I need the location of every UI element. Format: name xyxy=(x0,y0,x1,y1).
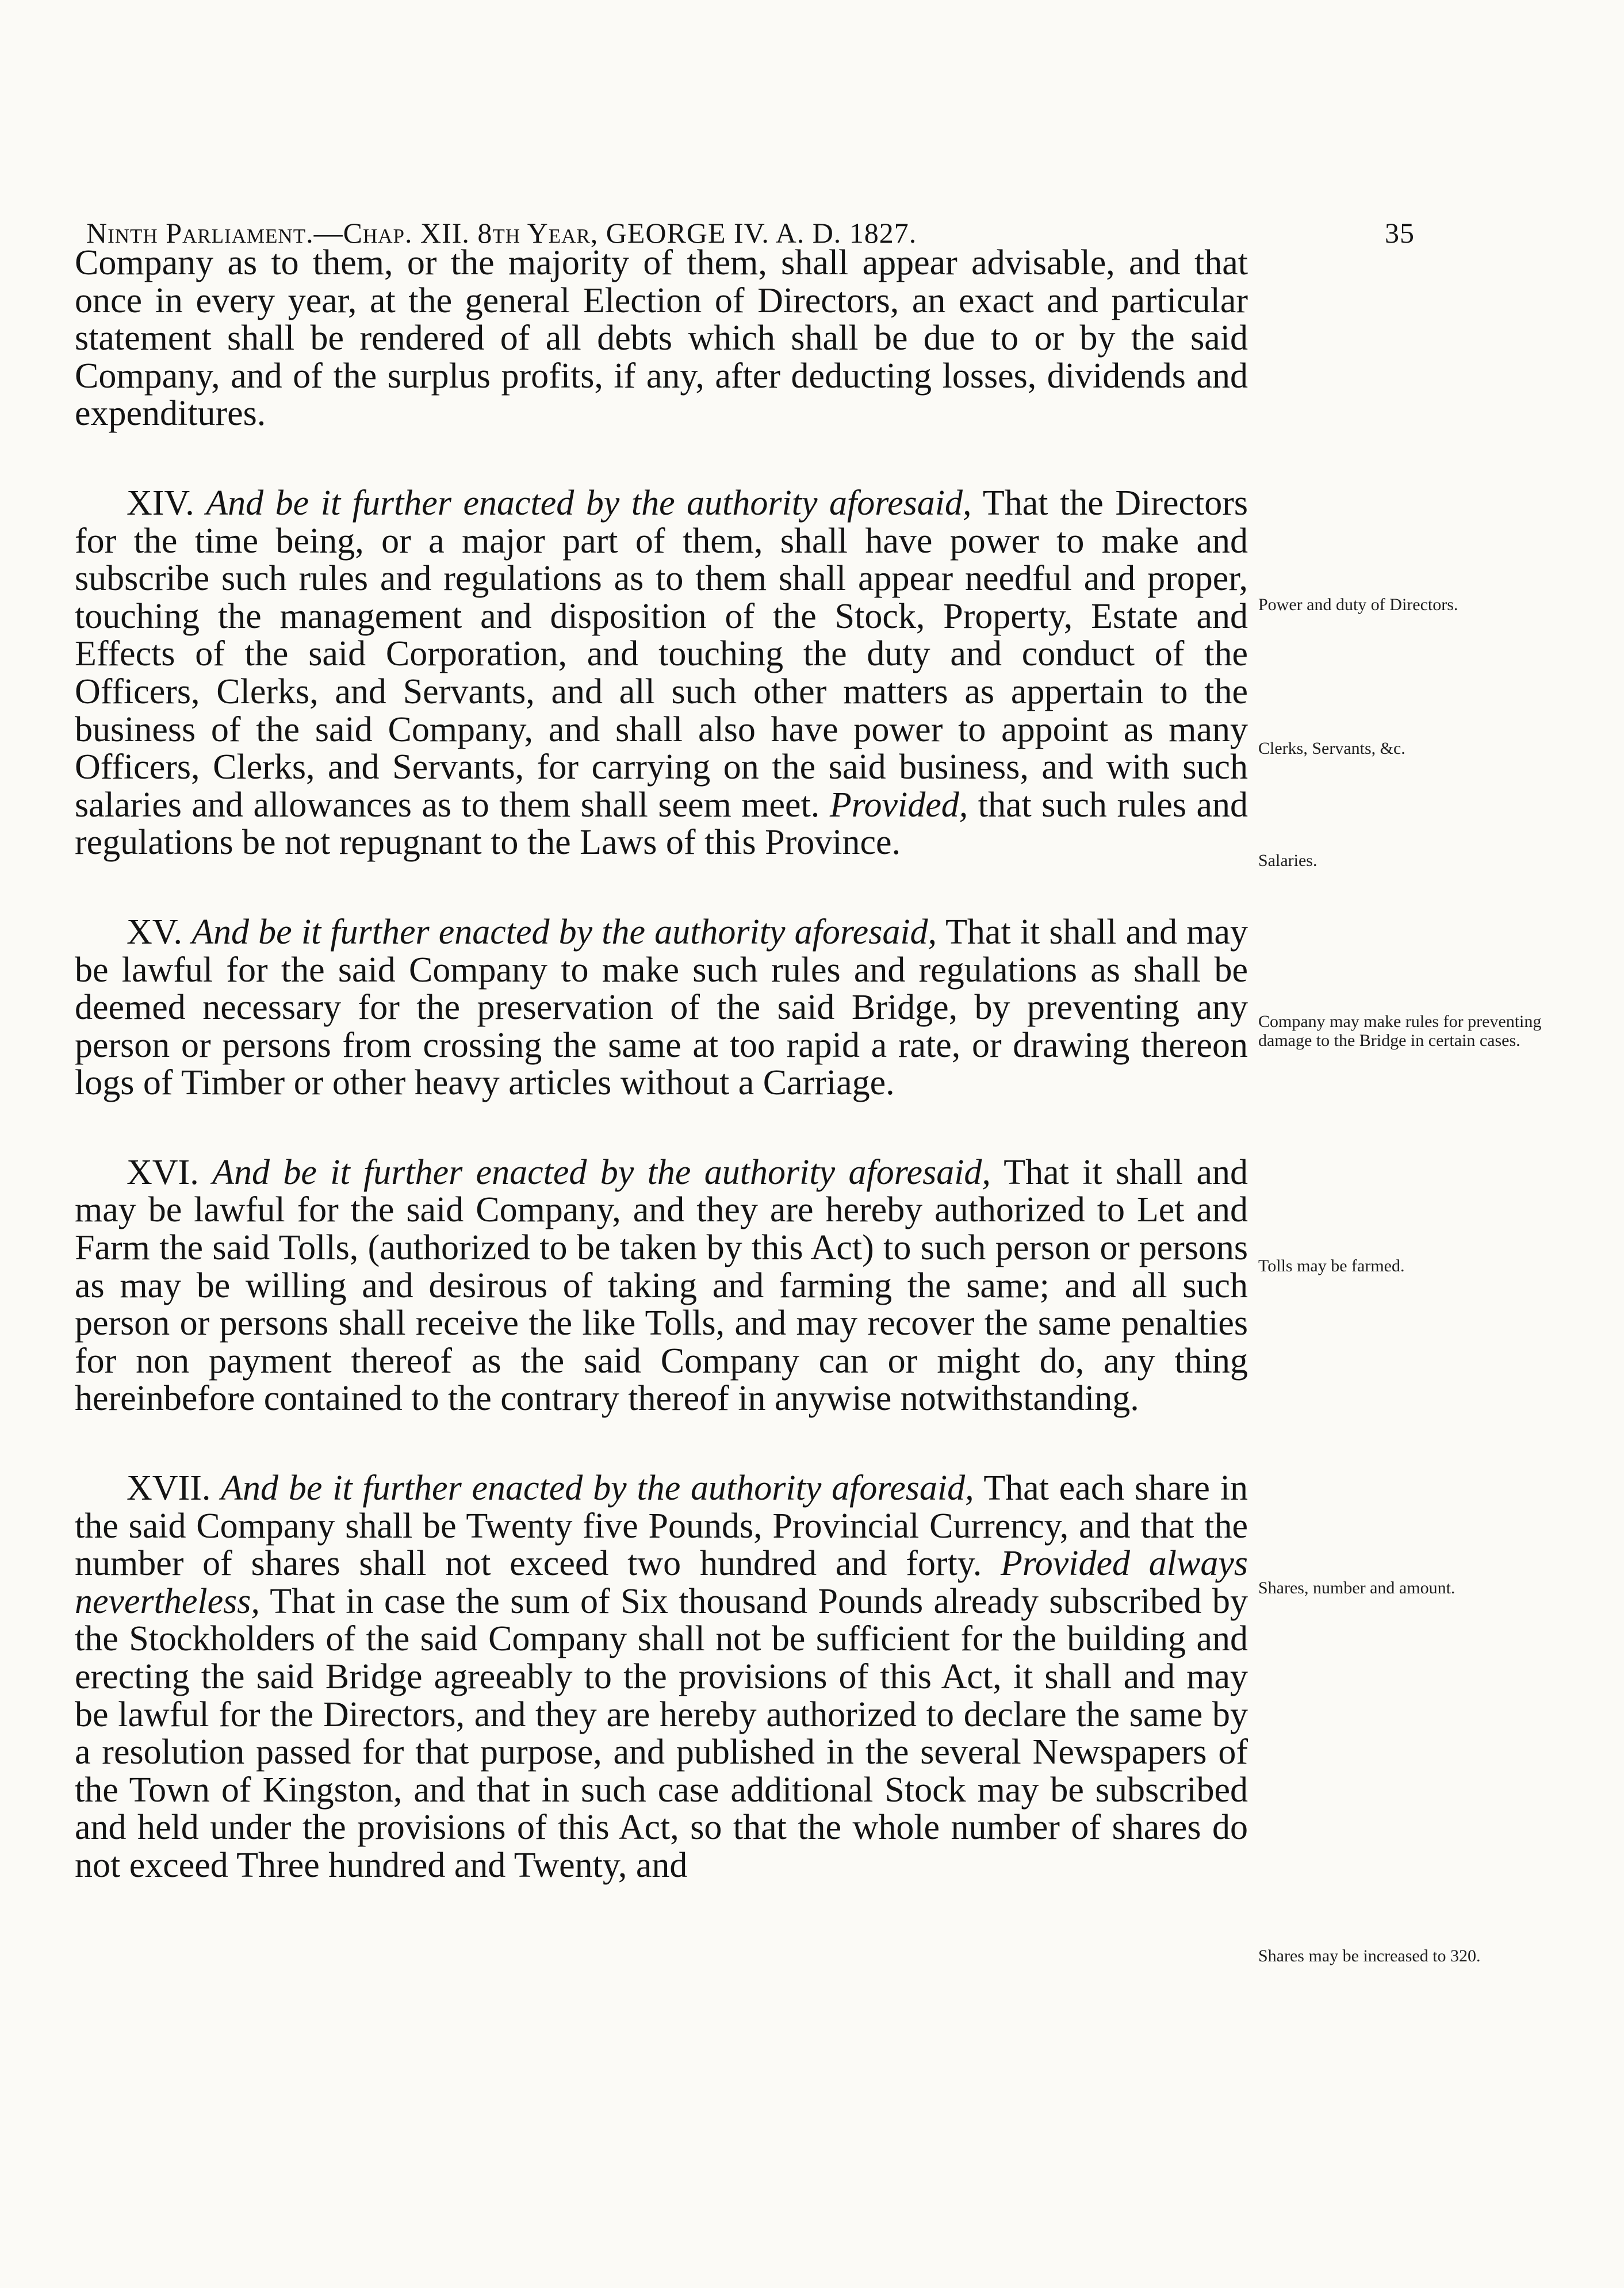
enacting-clause: And be it further enacted by the authority aforesaid, xyxy=(221,1469,974,1508)
enacting-clause: And be it further enacted by the authority aforesaid, xyxy=(206,483,972,523)
enacting-clause: And be it further enacted by the authority aforesaid, xyxy=(191,912,937,952)
section-xvii xyxy=(75,1470,1248,1885)
proviso: Provided, xyxy=(829,785,968,825)
section-number: XVI. xyxy=(127,1152,199,1192)
section-text: That the Directors for the time being, or a major part of them, shall have power to make and subscribe such rules and regulations as to them shall appear needful and proper, touching the management and disposition of the Stock, Property, Estate and Effects of the said Corporation, and touching the duty and conduct of the Officers, Clerks, and Servants, and all such other matters as appertain to the business of the said Company, and shall also have power to appoint as many Officers, Clerks, and Servants, for carrying on the said business, and with such salaries and allowances as to them shall seem meet. xyxy=(75,483,1248,825)
marginal-note: Shares, number and amount. xyxy=(1258,1578,1456,1597)
section-number: XVII. xyxy=(127,1469,211,1508)
section-number: XV. xyxy=(127,912,183,952)
marginal-note: Company may make rules for preventing damage to the Bridge in certain cases. xyxy=(1258,1012,1542,1050)
section-text: That it shall and may be lawful for the said Company, and they are hereby authorized to Let and Farm the said Tolls, (authorized to be taken by this Act) to such person or persons as may be willing and desirous of taking and farming the same; and all such person or persons shall receive the like Tolls, and may recover the same penalties for non payment thereof as the said Company can or might do, any thing hereinbefore contained to the contrary thereof in anywise notwithstanding. xyxy=(75,1152,1248,1419)
marginal-note: Salaries. xyxy=(1258,851,1317,870)
body-text xyxy=(75,244,1248,1885)
running-head-title: Ninth Parliament.—Chap. XII. 8th Year, GEORGE IV. A. D. 1827. xyxy=(86,217,917,249)
section-xv xyxy=(75,914,1248,1102)
section-text-after: That in case the sum of Six thousand Pounds already subscribed by the Stockholders of the said Company shall not be sufficient for the building and erecting the said Bridge agreeably to the provisions of this Act, it shall and may be lawful for the Directors, and they are hereby authorized to declare the same by a resolution passed for that purpose, and published in the several Newspapers of the Town of Kingston, and that in such case additional Stock may be subscribed and held under the provisions of this Act, so that the whole number of shares do not exceed Three hundred and Twenty, and xyxy=(75,1581,1248,1885)
enacting-clause: And be it further enacted by the authority aforesaid, xyxy=(212,1152,991,1192)
section-xiv xyxy=(75,485,1248,862)
proviso: Provided always nevertheless, xyxy=(75,1544,1248,1621)
section-xvi xyxy=(75,1154,1248,1418)
section-text: That each share in the said Company shall be Twenty five Pounds, Provincial Currency, and that the number of shares shall not exceed two hundred and forty. xyxy=(75,1469,1248,1584)
marginal-note: Power and duty of Directors. xyxy=(1258,595,1458,614)
paragraph-text: Company as to them, or the majority of them, shall appear advisable, and that once in every year, at the general Election of Directors, an exact and particular statement shall be rendered of all debts which shall be due to or by the said Company, and of the surplus profits, if any, after deducting losses, dividends and expenditures. xyxy=(75,243,1248,434)
paragraph-continuation xyxy=(75,244,1248,433)
marginal-note: Clerks, Servants, &c. xyxy=(1258,739,1405,758)
section-text-after: that such rules and regulations be not repugnant to the Laws of this Province. xyxy=(75,785,1248,863)
section-text: That it shall and may be lawful for the said Company to make such rules and regulations as shall be deemed necessary for the preservation of the said Bridge, by preventing any person or persons from crossing the same at too rapid a rate, or drawing thereon logs of Timber or other heavy articles without a Carriage. xyxy=(75,912,1248,1103)
page-number: 35 xyxy=(1385,217,1415,249)
marginal-note: Tolls may be farmed. xyxy=(1258,1256,1405,1275)
marginal-note: Shares may be increased to 320. xyxy=(1258,1946,1481,1965)
section-number: XIV. xyxy=(127,483,194,523)
